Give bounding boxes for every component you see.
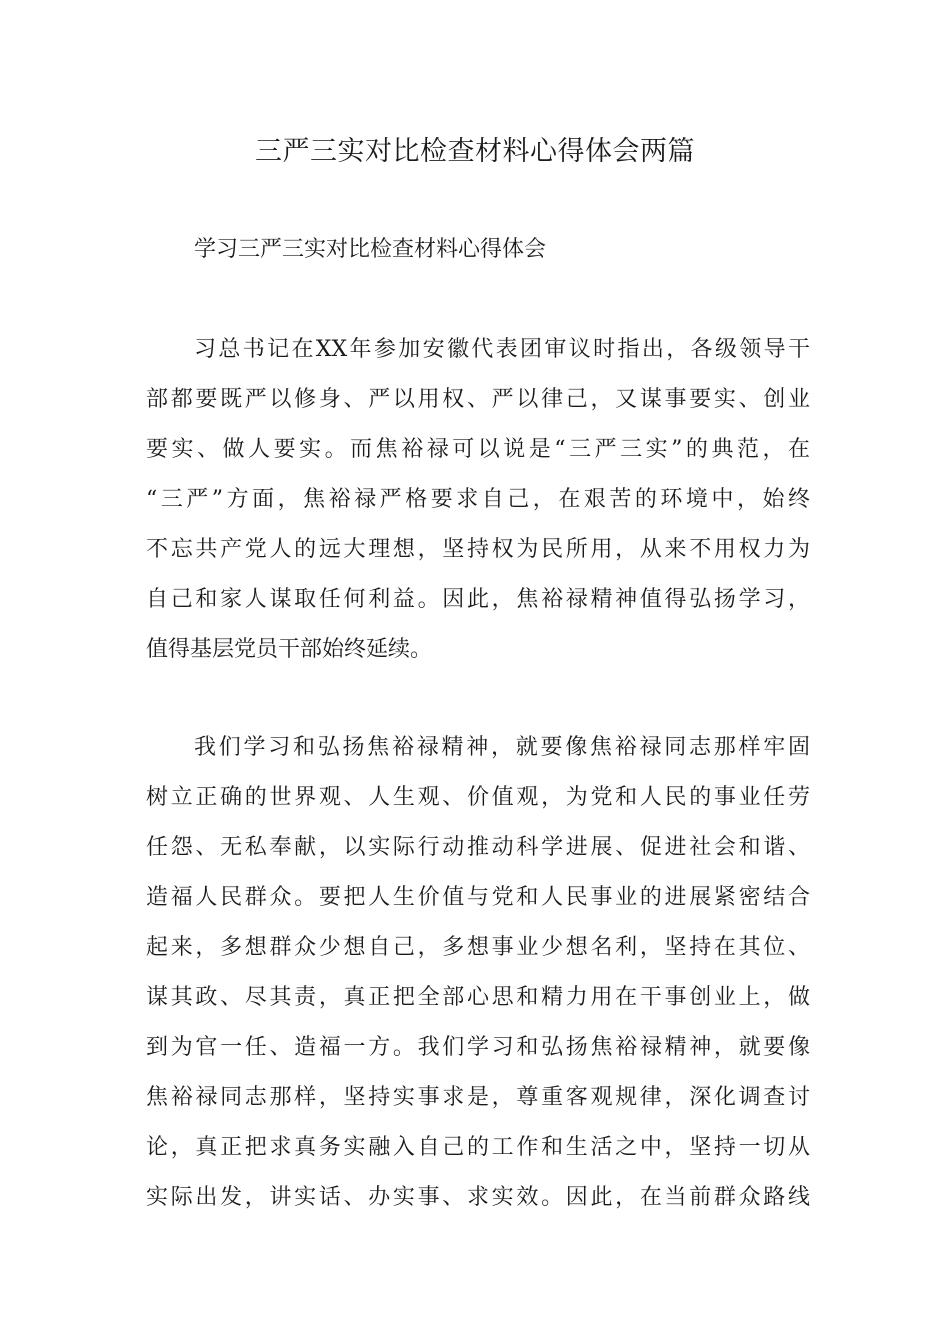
paragraph-line: 焦裕禄同志那样，坚持实事求是，尊重客观规律，深化调查讨 xyxy=(146,1085,810,1110)
paragraph-line: 到为官一任、造福一方。我们学习和弘扬焦裕禄精神，就要像 xyxy=(146,1035,810,1060)
paragraph-line: 树立正确的世界观、人生观、价值观，为党和人民的事业任劳 xyxy=(146,785,810,810)
paragraph-line: 习总书记在XX年参加安徽代表团审议时指出，各级领导干 xyxy=(194,337,810,362)
paragraph-line: 值得基层党员干部始终延续。 xyxy=(146,637,433,662)
paragraph-line: 论，真正把求真务实融入自己的工作和生活之中，坚持一切从 xyxy=(146,1135,810,1160)
paragraph-line: “三严”方面，焦裕禄严格要求自己，在艰苦的环境中，始终 xyxy=(146,487,810,512)
paragraph-line: 部都要既严以修身、严以用权、严以律己，又谋事要实、创业 xyxy=(146,387,810,412)
document-title: 三严三实对比检查材料心得体会两篇 xyxy=(255,136,695,167)
paragraph-line: 任怨、无私奉献，以实际行动推动科学进展、促进社会和谐、 xyxy=(146,835,810,860)
paragraph-line: 不忘共产党人的远大理想，坚持权为民所用，从来不用权力为 xyxy=(146,537,810,562)
paragraph-2 xyxy=(146,723,810,1223)
paragraph-line: 自己和家人谋取任何利益。因此，焦裕禄精神值得弘扬学习， xyxy=(146,587,810,612)
paragraph-line: 要实、做人要实。而焦裕禄可以说是“三严三实”的典范，在 xyxy=(146,437,810,462)
paragraph-line: 起来，多想群众少想自己，多想事业少想名利，坚持在其位、 xyxy=(146,935,810,960)
paragraph-line: 我们学习和弘扬焦裕禄精神，就要像焦裕禄同志那样牢固 xyxy=(194,735,810,760)
paragraph-line: 造福人民群众。要把人生价值与党和人民事业的进展紧密结合 xyxy=(146,885,810,910)
paragraph-1 xyxy=(146,325,810,675)
document-subtitle: 学习三严三实对比检查材料心得体会 xyxy=(194,237,547,262)
paragraph-line: 实际出发，讲实话、办实事、求实效。因此，在当前群众路线 xyxy=(146,1185,810,1210)
paragraph-line: 谋其政、尽其责，真正把全部心思和精力用在干事创业上，做 xyxy=(146,985,810,1010)
